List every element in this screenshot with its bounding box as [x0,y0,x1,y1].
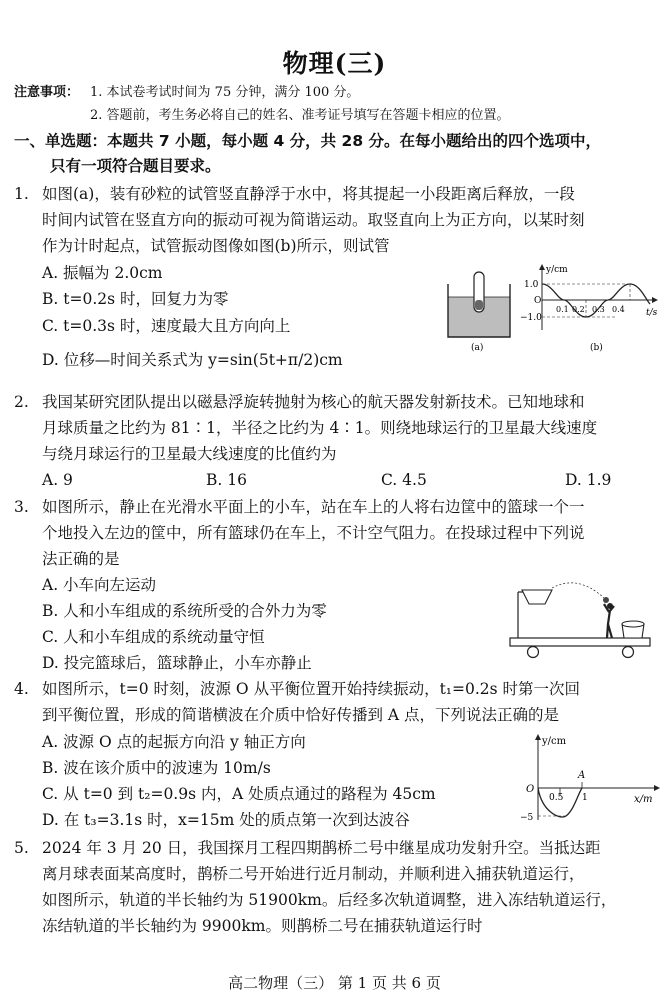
q4-line: 如图所示，t=0 时刻，波源 O 从平衡位置开始持续振动，t₁=0.2s 时第一次回 [42,680,581,698]
graph-xtick: 0.4 [612,305,625,314]
q5-line: 2024 年 3 月 20 日，我国探月工程四期鹊桥二号中继星成功发射升空。当抵达距 [42,839,601,857]
q1-line: 作为计时起点，试管振动图像如图(b)所示，则试管 [42,237,390,255]
graph-xlabel: t/s [646,308,658,318]
q3-option-b: B. 人和小车组成的系统所受的合外力为零 [42,602,327,620]
q1-option-c: C. t=0.3s 时，速度最大且方向向上 [42,317,291,335]
graph-origin: O [534,296,542,306]
test-tube-figure [448,272,510,352]
graph-xtick: 0.1 [556,305,569,314]
q2-number: 2. [14,393,29,411]
q2-line: 月球质量之比约为 81∶1，半径之比约为 4∶1。则绕地球运行的卫星最大线速度 [42,419,598,437]
q2-line: 与绕月球运行的卫星最大线速度的比值约为 [42,445,337,463]
q1-option-d: D. 位移—时间关系式为 y=sin(5t+π/2)cm [42,351,343,369]
q3-option-a: A. 小车向左运动 [42,576,157,594]
q3-line: 如图所示，静止在光滑水平面上的小车，站在车上的人将右边筐中的篮球一个一 [42,498,585,516]
graph-ylabel: y/cm [546,265,568,275]
vibration-graph [520,264,658,352]
wave-xtick: 0.5 [549,793,564,803]
graph-ytick-bottom: −1.0 [520,313,542,323]
q4-option-a: A. 波源 O 点的起振方向沿 y 轴正方向 [42,733,306,751]
q4-number: 4. [14,680,29,698]
q3-line: 个地投入左边的筐中，所有篮球仍在车上，不计空气阻力。在投球过程中下列说 [42,524,585,542]
q5-line: 如图所示，轨道的半长轴约为 51900km。后经多次轨道调整，进入冻结轨道运行， [42,891,617,909]
q3-number: 3. [14,498,29,516]
fig-a-label: (a) [471,343,484,352]
wave-ylabel: y/cm [542,736,567,747]
notes-label: 注意事项： [14,85,80,100]
q5-line: 冻结轨道的半长轴约为 9900km。则鹊桥二号在捕获轨道运行时 [42,917,483,935]
fig-b-label: (b) [590,343,603,352]
q4-option-d: D. 在 t₃=3.1s 时，x=15m 处的质点第一次到达波谷 [42,811,410,829]
q1-line: 时间内试管在竖直方向的振动可视为简谐运动。取竖直向上为正方向，以某时刻 [42,211,585,229]
q4-option-c: C. 从 t=0 到 t₂=0.9s 内，A 处质点通过的路程为 45cm [42,785,436,803]
q5-number: 5. [14,839,29,857]
section-heading-line1: 一、单选题：本题共 7 小题，每小题 4 分，共 28 分。在每小题给出的四个选项中， [14,132,602,150]
q4-option-b: B. 波在该介质中的波速为 10m/s [42,759,271,777]
q2-option-b: B. 16 [206,471,247,489]
q1-figure [440,262,665,352]
page-footer: 高二物理（三） 第 1 页 共 6 页 [228,974,441,992]
q3-option-c: C. 人和小车组成的系统动量守恒 [42,628,265,646]
q1-number: 1. [14,185,29,203]
wave-xlabel: x/m [634,794,653,805]
q2-line: 我国某研究团队提出以磁悬浮旋转抛射为核心的航天器发射新技术。已知地球和 [42,393,585,411]
q3-option-d: D. 投完篮球后，篮球静止，小车亦静止 [42,654,312,672]
q1-option-b: B. t=0.2s 时，回复力为零 [42,290,229,308]
q5-line: 离月球表面某高度时，鹊桥二号开始进行近月制动，并顺利进入捕获轨道运行， [42,865,585,883]
q1-option-a: A. 振幅为 2.0cm [42,264,163,282]
q2-option-c: C. 4.5 [381,471,427,489]
q4-line: 到平衡位置，形成的简谐横波在介质中恰好传播到 A 点，下列说法正确的是 [42,706,560,724]
wave-origin: O [526,784,535,795]
q3-line: 法正确的是 [42,550,120,568]
graph-ytick-top: 1.0 [524,280,539,290]
cart-figure [508,578,658,663]
q2-option-a: A. 9 [42,471,73,489]
graph-xtick: 0.3 [592,305,605,314]
q1-line: 如图(a)，装有砂粒的试管竖直静浮于水中，将其提起一小段距离后释放，一段 [42,185,575,203]
wave-figure [516,730,664,824]
page-title: 物理(三) [282,49,387,78]
notes-item-2: 2. 答题前，考生务必将自己的姓名、准考证号填写在答题卡相应的位置。 [90,108,510,123]
wave-xtick: 1 [582,793,588,803]
q2-option-d: D. 1.9 [565,471,612,489]
section-heading-line2: 只有一项符合题目要求。 [50,157,221,175]
notes-item-1: 1. 本试卷考试时间为 75 分钟，满分 100 分。 [90,85,360,100]
graph-xtick: 0.2 [572,305,585,314]
wave-ytick: −5 [520,813,534,823]
wave-point-a: A [578,770,586,781]
